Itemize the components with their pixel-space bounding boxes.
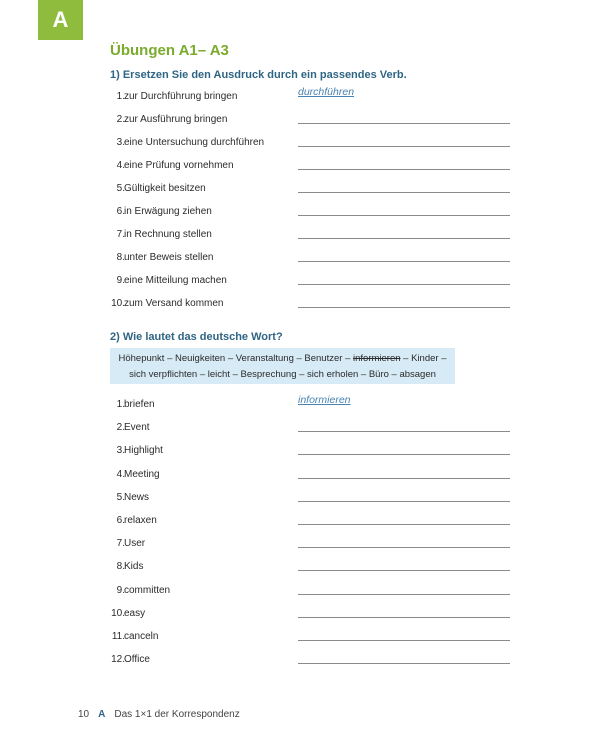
item-number: 5. — [116, 183, 125, 194]
item-number: 5. — [116, 491, 125, 503]
item-text: News — [124, 491, 150, 503]
example-answer: informieren — [298, 394, 351, 406]
answer-line[interactable] — [298, 307, 510, 308]
item-text: canceln — [124, 630, 159, 642]
exercise1-list — [110, 88, 510, 318]
answer-line[interactable] — [298, 261, 510, 262]
item-number: 6. — [116, 514, 125, 526]
exercise2-item — [110, 512, 510, 535]
answer-line[interactable] — [298, 663, 510, 664]
exercise1-item — [110, 226, 510, 249]
item-number: 11. — [111, 630, 125, 642]
item-text: unter Beweis stellen — [124, 252, 214, 263]
item-number: 10. — [111, 298, 125, 309]
item-text: in Rechnung stellen — [124, 229, 212, 240]
item-text: easy — [124, 607, 146, 619]
exercise2-item — [110, 535, 510, 558]
exercise2-item — [110, 396, 510, 419]
exercise1-item — [110, 111, 510, 134]
item-number: 7. — [116, 229, 125, 240]
item-text: eine Prüfung vornehmen — [124, 160, 234, 171]
exercise2-item — [110, 466, 510, 489]
answer-line[interactable] — [298, 146, 510, 147]
item-text: eine Untersuchung durchführen — [124, 137, 265, 148]
answer-line[interactable] — [298, 454, 510, 455]
exercise1-item — [110, 249, 510, 272]
item-text: Office — [124, 654, 150, 666]
answer-line[interactable] — [298, 169, 510, 170]
footer-chapter-title: Das 1×1 der Korrespondenz — [114, 709, 240, 720]
exercise2-heading: 2) Wie lautet das deutsche Wort? — [110, 331, 283, 343]
item-number: 6. — [116, 206, 125, 217]
item-number: 8. — [116, 561, 125, 573]
exercise2-item — [110, 489, 510, 512]
exercise2-item — [110, 582, 510, 605]
item-text: Gültigkeit besitzen — [124, 183, 206, 194]
answer-line[interactable] — [298, 617, 510, 618]
exercise2-item — [110, 442, 510, 465]
page-title: Übungen A1– A3 — [110, 42, 229, 59]
answer-line[interactable] — [298, 524, 510, 525]
item-text: relaxen — [124, 514, 157, 526]
answer-line[interactable] — [298, 478, 510, 479]
answer-line[interactable] — [298, 640, 510, 641]
item-number: 10. — [111, 607, 125, 619]
item-text: zur Durchführung bringen — [124, 91, 238, 102]
item-number: 2. — [116, 422, 125, 434]
answer-line[interactable] — [298, 570, 510, 571]
item-number: 9. — [116, 584, 125, 596]
word-box-line1: Höhepunkt – Neuigkeiten – Veranstaltung – Benutzer – informieren – Kinder – — [118, 353, 447, 364]
item-text: User — [124, 538, 146, 550]
exercise2-item — [110, 628, 510, 651]
item-text: eine Mitteilung machen — [124, 275, 227, 286]
exercise1-item — [110, 180, 510, 203]
item-text: Meeting — [124, 468, 160, 480]
answer-line[interactable] — [298, 547, 510, 548]
exercise2-item — [110, 605, 510, 628]
page-number: 10 — [78, 709, 90, 720]
item-text: Kids — [124, 561, 144, 573]
answer-line[interactable] — [298, 431, 510, 432]
item-number: 12. — [111, 654, 125, 666]
item-text: Event — [124, 422, 150, 434]
item-number: 1. — [116, 91, 125, 102]
chapter-tab: A — [38, 0, 83, 40]
item-number: 3. — [116, 137, 125, 148]
item-text: zur Ausführung bringen — [124, 114, 228, 125]
struck-word: informieren — [353, 353, 401, 364]
item-text: committen — [124, 584, 171, 596]
word-box-line2: sich verpflichten – leicht – Besprechung – sich erholen – Büro – absagen — [129, 369, 436, 380]
item-number: 8. — [116, 252, 125, 263]
item-text: Highlight — [124, 445, 163, 457]
page-footer — [78, 709, 240, 720]
item-number: 4. — [116, 468, 125, 480]
footer-chapter-letter: A — [98, 709, 106, 720]
item-number: 2. — [116, 114, 125, 125]
item-text: in Erwägung ziehen — [124, 206, 212, 217]
answer-line[interactable] — [298, 238, 510, 239]
answer-line[interactable] — [298, 501, 510, 502]
answer-line[interactable] — [298, 123, 510, 124]
answer-line[interactable] — [298, 192, 510, 193]
word-box — [110, 348, 455, 384]
example-answer: durchführen — [298, 86, 355, 98]
answer-line[interactable] — [298, 284, 510, 285]
exercise1-item — [110, 134, 510, 157]
exercise1-item — [110, 203, 510, 226]
exercise1-item — [110, 88, 510, 111]
exercise2-item — [110, 419, 510, 442]
item-number: 9. — [116, 275, 125, 286]
item-number: 3. — [116, 445, 125, 457]
exercise1-item — [110, 295, 510, 318]
exercise2-item — [110, 651, 510, 674]
exercise2-item — [110, 558, 510, 581]
exercise1-item — [110, 272, 510, 295]
exercise2-list — [110, 396, 510, 674]
exercise1-item — [110, 157, 510, 180]
answer-line[interactable] — [298, 594, 510, 595]
item-text: briefen — [124, 399, 155, 410]
answer-line[interactable] — [298, 215, 510, 216]
exercise1-heading: 1) Ersetzen Sie den Ausdruck durch ein passendes Verb. — [110, 69, 407, 81]
item-number: 1. — [116, 399, 125, 410]
item-number: 7. — [116, 538, 125, 550]
item-number: 4. — [116, 160, 125, 171]
item-text: zum Versand kommen — [124, 298, 224, 309]
